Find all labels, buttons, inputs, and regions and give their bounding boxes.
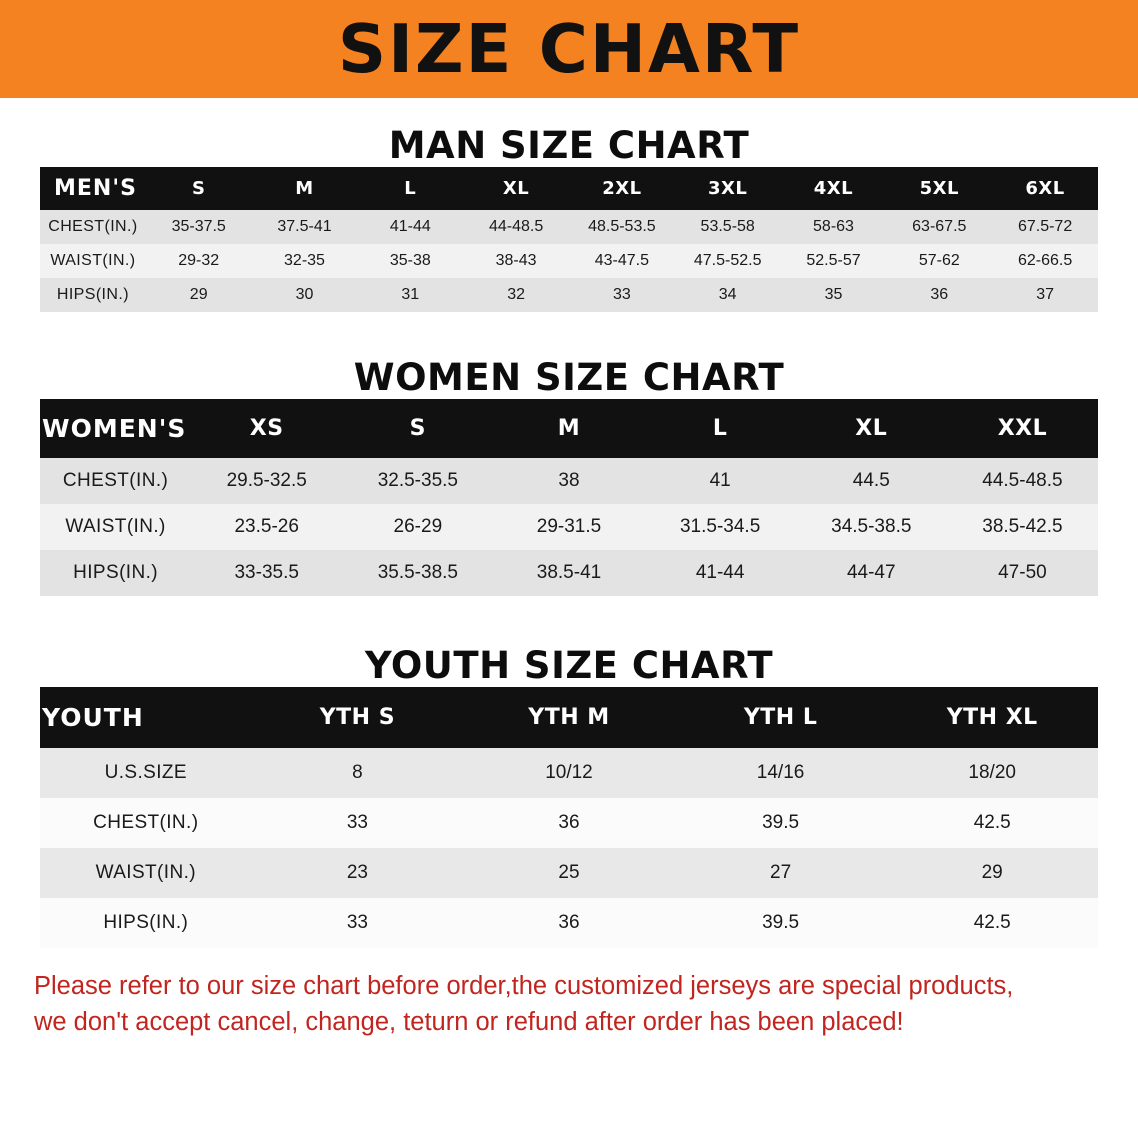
women-cell: 38 [493,458,644,504]
man-cell: 53.5-58 [675,210,781,244]
women-cell: 26-29 [342,504,493,550]
women-cell: 41-44 [645,550,796,596]
women-cell: 44.5 [796,458,947,504]
women-table-body [40,458,1098,596]
man-section-heading: MAN SIZE CHART [388,124,750,167]
women-col-header: L [645,399,796,458]
youth-cell: 42.5 [886,898,1098,948]
women-cell: 44.5-48.5 [947,458,1098,504]
man-header-label: MEN'S [40,167,146,210]
man-row-label: CHEST(IN.) [40,210,146,244]
man-cell: 32-35 [252,244,358,278]
women-table-wrap [40,399,1098,596]
disclaimer-line-2: we don't accept cancel, change, teturn or refund after order has been placed! [34,1008,904,1037]
women-col-header: XS [191,399,342,458]
women-size-table [40,399,1098,596]
table-row [40,748,1098,798]
youth-cell: 25 [463,848,675,898]
man-cell: 35 [781,278,887,312]
table-row [40,458,1098,504]
women-col-header: M [493,399,644,458]
youth-col-header: YTH S [252,687,464,748]
man-col-header: S [146,167,252,210]
youth-cell: 36 [463,898,675,948]
women-cell: 35.5-38.5 [342,550,493,596]
table-row [40,210,1098,244]
women-cell: 31.5-34.5 [645,504,796,550]
women-cell: 34.5-38.5 [796,504,947,550]
youth-table-wrap [40,687,1098,948]
man-cell: 35-38 [357,244,463,278]
man-cell: 37 [992,278,1098,312]
man-col-header: XL [463,167,569,210]
youth-cell: 39.5 [675,898,887,948]
man-row-label: HIPS(IN.) [40,278,146,312]
man-size-table [40,167,1098,312]
table-row [40,278,1098,312]
man-cell: 31 [357,278,463,312]
women-cell: 33-35.5 [191,550,342,596]
youth-cell: 14/16 [675,748,887,798]
man-table-wrap [40,167,1098,312]
man-cell: 52.5-57 [781,244,887,278]
man-cell: 58-63 [781,210,887,244]
women-header-label: WOMEN'S [40,399,191,458]
women-cell: 29.5-32.5 [191,458,342,504]
women-section-heading: WOMEN SIZE CHART [353,356,785,399]
youth-section-heading: YOUTH SIZE CHART [364,644,774,687]
women-row-label: WAIST(IN.) [40,504,191,550]
youth-table-body [40,748,1098,948]
table-row [40,504,1098,550]
women-col-header: XXL [947,399,1098,458]
youth-row-label: CHEST(IN.) [40,798,252,848]
youth-cell: 33 [252,898,464,948]
man-cell: 29 [146,278,252,312]
youth-size-table [40,687,1098,948]
youth-row-label: HIPS(IN.) [40,898,252,948]
man-col-header: L [357,167,463,210]
man-cell: 57-62 [886,244,992,278]
youth-cell: 42.5 [886,798,1098,848]
women-row-label: HIPS(IN.) [40,550,191,596]
man-cell: 48.5-53.5 [569,210,675,244]
women-table-head [40,399,1098,458]
youth-col-header: YTH XL [886,687,1098,748]
man-cell: 43-47.5 [569,244,675,278]
man-col-header: 5XL [886,167,992,210]
table-header-row [40,399,1098,458]
man-cell: 37.5-41 [252,210,358,244]
table-header-row [40,167,1098,210]
man-table-head [40,167,1098,210]
page-title: SIZE CHART [337,9,801,88]
youth-row-label: U.S.SIZE [40,748,252,798]
youth-cell: 10/12 [463,748,675,798]
youth-cell: 8 [252,748,464,798]
youth-cell: 27 [675,848,887,898]
youth-cell: 39.5 [675,798,887,848]
man-col-header: 6XL [992,167,1098,210]
man-cell: 41-44 [357,210,463,244]
man-cell: 47.5-52.5 [675,244,781,278]
table-row [40,550,1098,596]
man-cell: 44-48.5 [463,210,569,244]
man-cell: 67.5-72 [992,210,1098,244]
man-cell: 29-32 [146,244,252,278]
women-cell: 41 [645,458,796,504]
women-col-header: S [342,399,493,458]
man-col-header: 2XL [569,167,675,210]
man-cell: 63-67.5 [886,210,992,244]
youth-cell: 33 [252,798,464,848]
women-cell: 44-47 [796,550,947,596]
youth-col-header: YTH M [463,687,675,748]
table-row [40,798,1098,848]
youth-cell: 18/20 [886,748,1098,798]
disclaimer-note [34,968,1104,1040]
man-row-label: WAIST(IN.) [40,244,146,278]
banner [0,0,1138,98]
women-cell: 47-50 [947,550,1098,596]
women-cell: 23.5-26 [191,504,342,550]
man-cell: 33 [569,278,675,312]
women-cell: 29-31.5 [493,504,644,550]
women-cell: 38.5-42.5 [947,504,1098,550]
disclaimer-line-1: Please refer to our size chart before order,the customized jerseys are special products, [34,972,1014,1000]
women-cell: 32.5-35.5 [342,458,493,504]
man-cell: 30 [252,278,358,312]
table-header-row [40,687,1098,748]
youth-cell: 29 [886,848,1098,898]
man-cell: 34 [675,278,781,312]
man-table-body [40,210,1098,312]
women-cell: 38.5-41 [493,550,644,596]
man-cell: 32 [463,278,569,312]
man-cell: 62-66.5 [992,244,1098,278]
table-row [40,898,1098,948]
women-col-header: XL [796,399,947,458]
women-row-label: CHEST(IN.) [40,458,191,504]
youth-cell: 23 [252,848,464,898]
youth-table-head [40,687,1098,748]
youth-col-header: YTH L [675,687,887,748]
man-cell: 36 [886,278,992,312]
table-row [40,848,1098,898]
youth-header-label: YOUTH [40,687,252,748]
table-row [40,244,1098,278]
man-col-header: 4XL [781,167,887,210]
man-cell: 38-43 [463,244,569,278]
man-cell: 35-37.5 [146,210,252,244]
man-col-header: 3XL [675,167,781,210]
youth-row-label: WAIST(IN.) [40,848,252,898]
youth-cell: 36 [463,798,675,848]
man-col-header: M [252,167,358,210]
